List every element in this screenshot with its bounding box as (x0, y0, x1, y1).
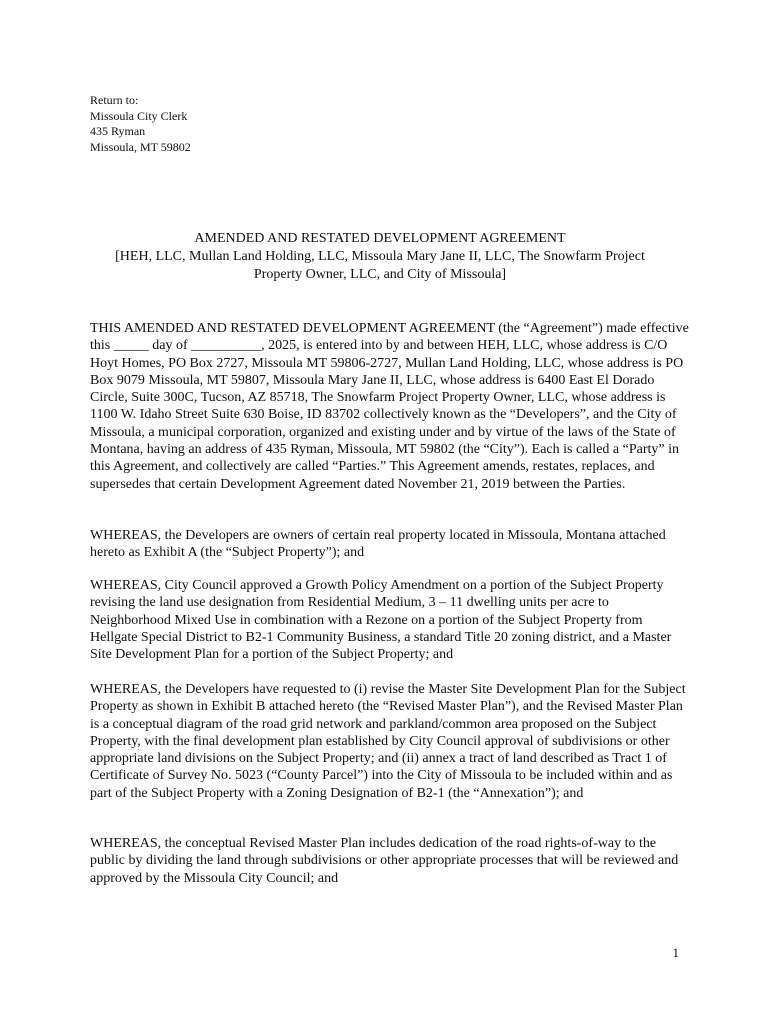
whereas-paragraph-3 (90, 681, 690, 802)
paragraph-text: WHEREAS, the Developers have requested to (i) revise the Master Site Development Plan for the Subject Property as shown in Exhibit B attached hereto (the “Revised Master Plan”), and the Revised Master Plan is a conceptual diagram of the road grid network and parkland/common area proposed on the Subject Property, with the final development plan established by City Council approval of subdivisions or other appropriate land divisions on the Subject Property; and (ii) annex a tract of land described as Tract 1 of Certificate of Survey No. 5023 (“County Parcel”) into the City of Missoula to be included within and as part of the Subject Property with a Zoning Designation of B2-1 (the “Annexation”); and (90, 682, 686, 801)
whereas-paragraph-4 (90, 835, 690, 887)
paragraph-text: WHEREAS, the conceptual Revised Master Plan includes dedication of the road rights-of-way to the public by dividing the land through subdivisions or other appropriate processes that will be reviewed and approved by the Missoula City Council; and (90, 836, 679, 886)
title-line-3: Property Owner, LLC, and City of Missoula] (253, 267, 507, 282)
paragraph-text: WHEREAS, City Council approved a Growth Policy Amendment on a portion of the Subject Property revising the land use designation from Residential Medium, 3 – 11 dwelling units per acre to Neighborhood Mixed Use in combination with a Rezone on a portion of the Subject Property from Hellgate Special District to B2-1 Community Business, a standard Title 20 zoning district, and a Master Site Development Plan for a portion of the Subject Property; and (90, 578, 672, 663)
whereas-paragraph-1 (90, 527, 690, 562)
return-street: 435 Ryman (90, 124, 146, 138)
title-line-1: AMENDED AND RESTATED DEVELOPMENT AGREEMENT (194, 231, 566, 246)
page-number: 1 (672, 945, 679, 960)
title-line-2: [HEH, LLC, Mullan Land Holding, LLC, Missoula Mary Jane II, LLC, The Snowfarm Project (115, 249, 645, 264)
return-address-block (90, 93, 191, 155)
intro-paragraph (90, 320, 690, 493)
whereas-paragraph-2 (90, 577, 690, 663)
document-title (80, 230, 680, 284)
paragraph-text: WHEREAS, the Developers are owners of certain real property located in Missoula, Montana attached hereto as Exhibit A (the “Subject Property”); and (90, 528, 666, 561)
return-to-label: Return to: (90, 93, 139, 107)
return-recipient: Missoula City Clerk (90, 108, 188, 123)
return-city-state-zip: Missoula, MT 59802 (90, 139, 191, 154)
paragraph-text: THIS AMENDED AND RESTATED DEVELOPMENT AGREEMENT (the “Agreement”) made effective this _____ day of __________, 2025, is entered into by and between HEH, LLC, whose address is C/O Hoyt Homes, PO Box 2727, Missoula MT 59806-2727, Mullan Land Holding, LLC, whose address is PO Box 9079 Missoula, MT 59807, Missoula Mary Jane II, LLC, whose address is 6400 East El Dorado Circle, Suite 300C, Tucson, AZ 85718, The Snowfarm Project Property Owner, LLC, whose address is 1100 W. Idaho Street Suite 630 Boise, ID 83702 collectively known as the “Developers”, and the City of Missoula, a municipal corporation, organized and existing under and by virtue of the laws of the State of Montana, having an address of 435 Ryman, Missoula, MT 59802 (the “City”). Each is called a “Party” in this Agreement, and collectively are called “Parties.” This Agreement amends, restates, replaces, and supersedes that certain Development Agreement dated November 21, 2019 between the Parties. (90, 321, 689, 492)
